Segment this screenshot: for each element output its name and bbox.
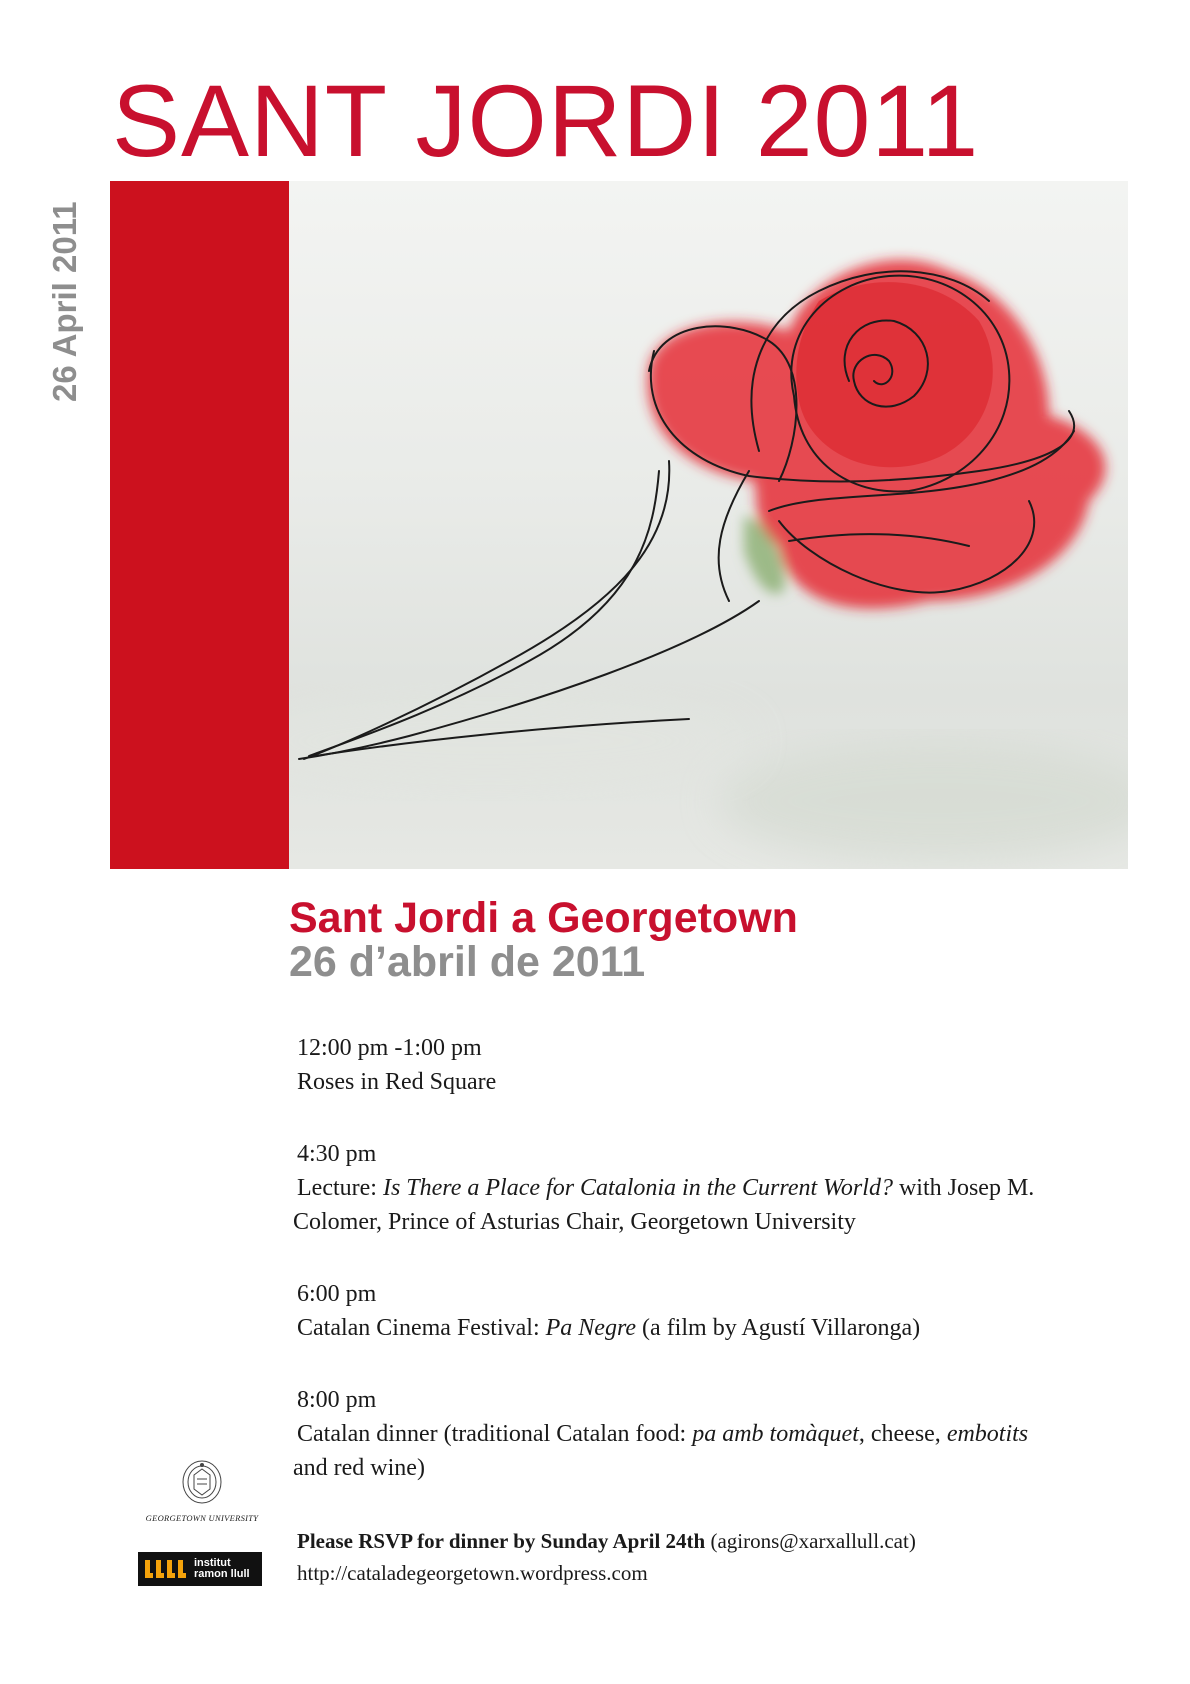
schedule-item xyxy=(297,1031,1123,1099)
schedule-desc: Roses in Red Square xyxy=(297,1069,497,1095)
schedule-desc: Lecture: Is There a Place for Catalonia in the Current World? with Josep M. xyxy=(297,1175,1035,1201)
rsvp-block xyxy=(297,1525,1127,1589)
rose-illustration xyxy=(289,181,1128,869)
schedule xyxy=(293,1031,1123,1523)
lecture-title: Is There a Place for Catalonia in the Current World? xyxy=(382,1175,893,1201)
event-title: Sant Jordi a Georgetown xyxy=(289,894,798,942)
llull-mark-icon xyxy=(144,1558,188,1580)
rsvp-line xyxy=(297,1525,1127,1557)
schedule-time: 6:00 pm xyxy=(297,1281,377,1307)
film-title: Pa Negre xyxy=(545,1315,637,1341)
schedule-time: 12:00 pm -1:00 pm xyxy=(297,1035,482,1061)
georgetown-logo xyxy=(138,1455,266,1527)
schedule-item xyxy=(297,1277,1123,1345)
ramon-llull-text: institut ramon llull xyxy=(194,1557,250,1580)
rsvp-text: Please RSVP for dinner by Sunday April 24th xyxy=(297,1529,706,1553)
schedule-item xyxy=(293,1137,1123,1239)
schedule-item xyxy=(293,1383,1123,1485)
institut-ramon-llull-logo xyxy=(138,1552,262,1586)
schedule-desc-cont: and red wine) xyxy=(293,1455,425,1481)
website-link[interactable]: http://cataladegeorgetown.wordpress.com xyxy=(297,1561,648,1585)
schedule-time: 4:30 pm xyxy=(297,1141,377,1167)
red-bar xyxy=(110,181,289,869)
poster-title: SANT JORDI 2011 xyxy=(112,64,980,178)
schedule-desc: Catalan Cinema Festival: Pa Negre (a film by Agustí Villaronga) xyxy=(297,1315,921,1341)
schedule-desc: Catalan dinner (traditional Catalan food: pa amb tomàquet, cheese, embotits xyxy=(297,1421,1029,1447)
schedule-time: 8:00 pm xyxy=(297,1387,377,1413)
event-date: 26 d’abril de 2011 xyxy=(289,938,646,986)
georgetown-seal-icon xyxy=(138,1455,266,1513)
schedule-desc-cont: Colomer, Prince of Asturias Chair, Georgetown University xyxy=(293,1209,856,1235)
side-date-text: 26 April 2011 xyxy=(46,201,83,402)
rsvp-email[interactable]: (agirons@xarxallull.cat) xyxy=(705,1529,916,1553)
georgetown-name: GEORGETOWN UNIVERSITY xyxy=(145,1513,259,1523)
